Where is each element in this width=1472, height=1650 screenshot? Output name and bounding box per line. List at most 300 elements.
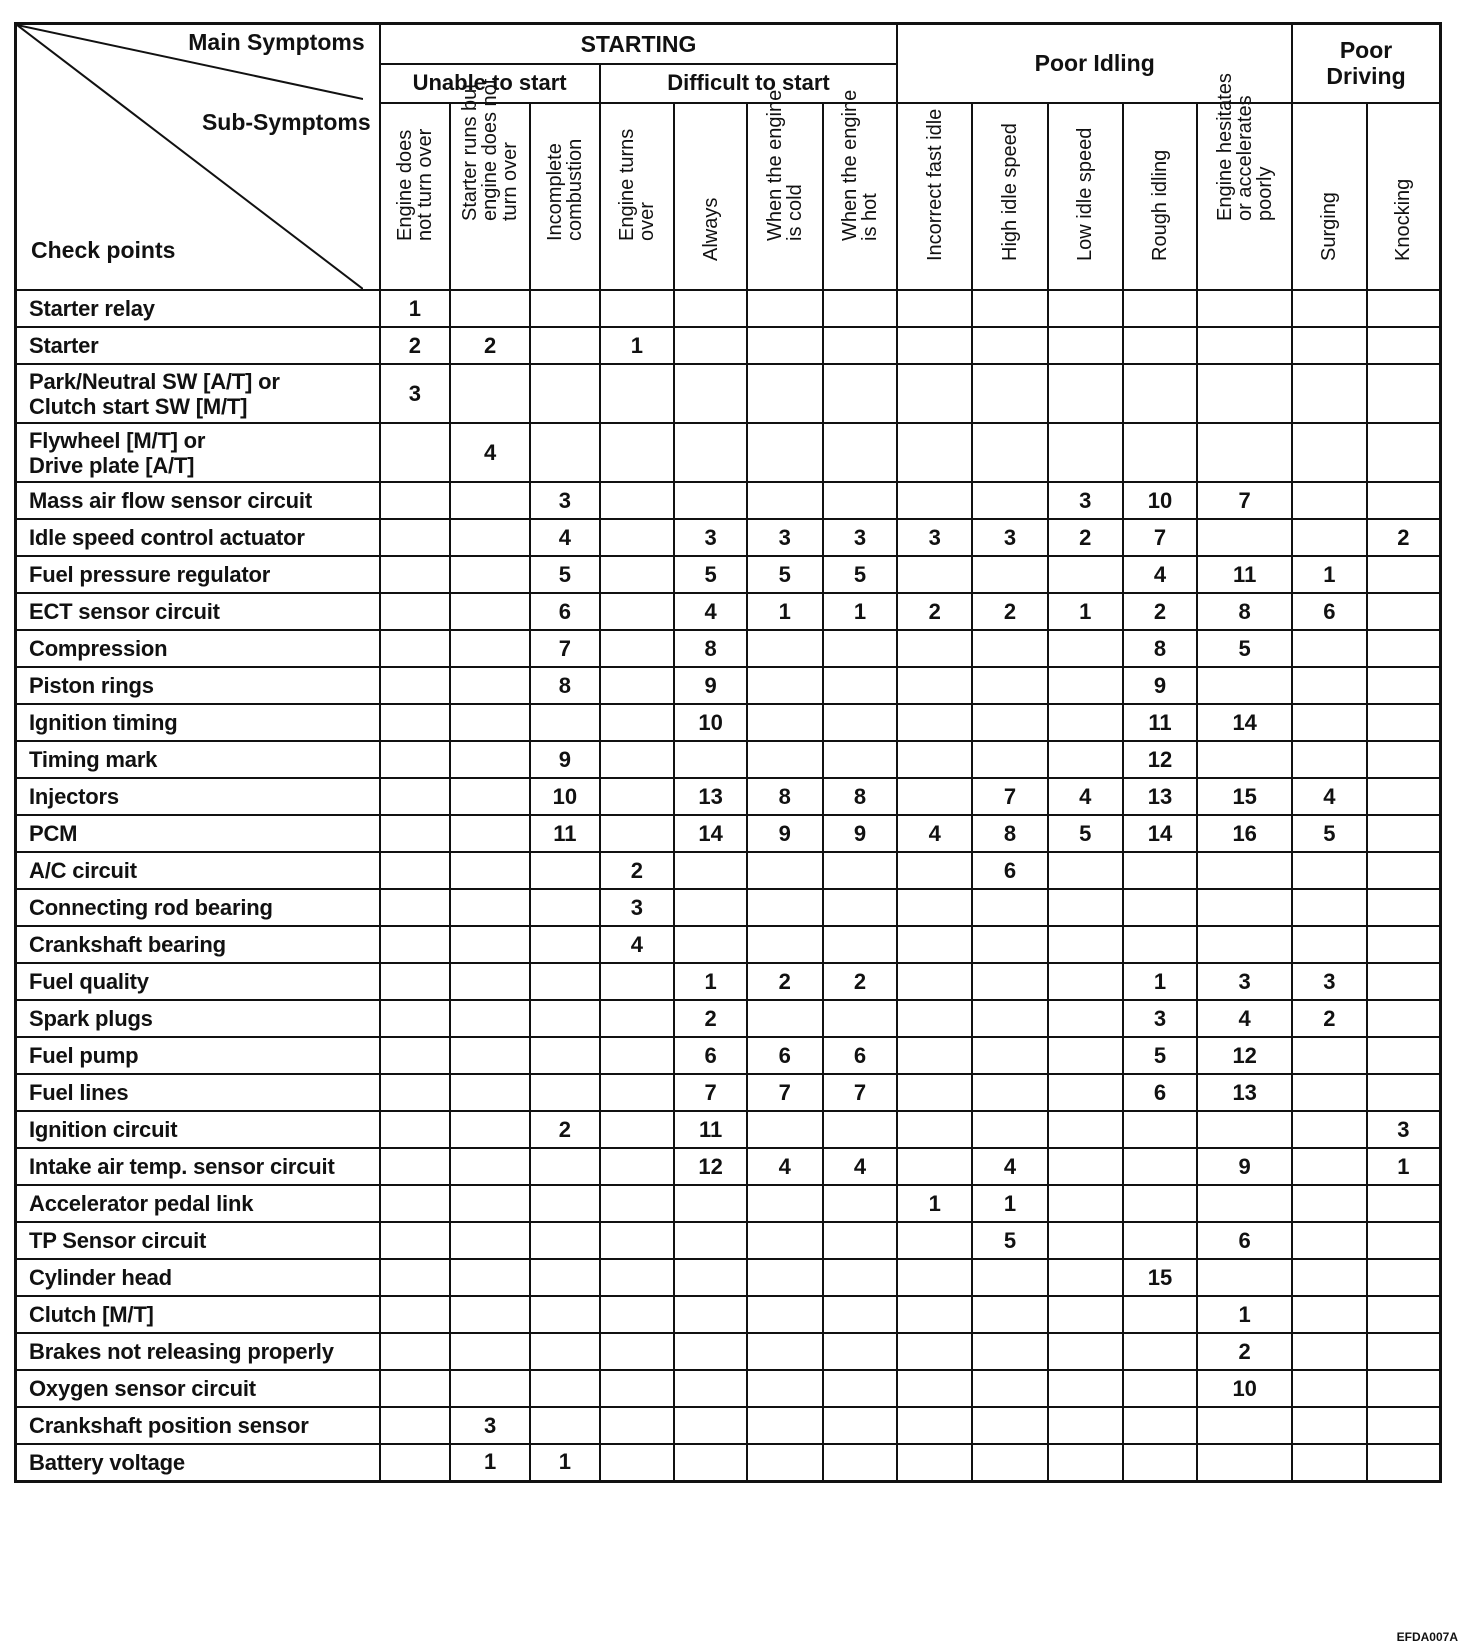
table-row (16, 963, 1441, 1000)
check-point-label: Clutch [M/T] (16, 1296, 380, 1333)
table-cell (600, 704, 675, 741)
table-cell (450, 1148, 530, 1185)
table-cell: 8 (674, 630, 747, 667)
table-cell (747, 630, 823, 667)
table-cell (530, 1333, 599, 1370)
column-header-text: Incorrect fast idle (923, 108, 946, 261)
table-cell (1367, 704, 1441, 741)
check-point-label: Starter (16, 327, 380, 364)
table-row (16, 1074, 1441, 1111)
table-cell: 11 (1197, 556, 1292, 593)
table-cell: 2 (823, 963, 898, 1000)
table-cell (972, 1037, 1048, 1074)
table-cell (450, 815, 530, 852)
column-header-text: When the engine is hot (839, 89, 882, 241)
table-cell: 11 (1123, 704, 1198, 741)
table-cell (747, 290, 823, 327)
check-point-label: Fuel pump (16, 1037, 380, 1074)
table-cell (972, 1074, 1048, 1111)
table-cell: 2 (1048, 519, 1123, 556)
table-cell (1367, 482, 1441, 519)
table-cell (1197, 364, 1292, 423)
table-cell (674, 290, 747, 327)
table-cell: 2 (674, 1000, 747, 1037)
table-cell: 15 (1197, 778, 1292, 815)
table-cell (1197, 667, 1292, 704)
table-cell (380, 630, 451, 667)
table-cell (897, 327, 972, 364)
table-cell (823, 1370, 898, 1407)
table-cell (380, 667, 451, 704)
column-header-text: When the engine is cold (763, 89, 806, 241)
column-header-text: Knocking (1392, 178, 1415, 261)
table-cell (1123, 1185, 1198, 1222)
check-point-label: Piston rings (16, 667, 380, 704)
table-cell (823, 1185, 898, 1222)
table-cell (1292, 1037, 1367, 1074)
table-cell (972, 1444, 1048, 1481)
table-cell: 15 (1123, 1259, 1198, 1296)
table-cell (1367, 1222, 1441, 1259)
table-cell (530, 1259, 599, 1296)
table-cell (674, 741, 747, 778)
table-cell: 9 (1123, 667, 1198, 704)
check-point-label: Connecting rod bearing (16, 889, 380, 926)
table-cell (897, 364, 972, 423)
column-header (530, 103, 599, 290)
table-cell (823, 1222, 898, 1259)
table-cell (1367, 1074, 1441, 1111)
table-cell (530, 1407, 599, 1444)
table-cell (1123, 1333, 1198, 1370)
table-cell: 7 (674, 1074, 747, 1111)
table-cell (380, 1111, 451, 1148)
table-cell (897, 963, 972, 1000)
table-cell (530, 423, 599, 482)
table-cell (1367, 593, 1441, 630)
main-symptoms-label: Main Symptoms (188, 29, 365, 55)
check-point-label: Fuel pressure regulator (16, 556, 380, 593)
table-cell (1367, 741, 1441, 778)
column-header (450, 78, 530, 290)
table-cell (1367, 926, 1441, 963)
check-point-label: Brakes not releasing properly (16, 1333, 380, 1370)
table-cell (380, 963, 451, 1000)
table-cell: 8 (530, 667, 599, 704)
table-cell: 10 (1197, 1370, 1292, 1407)
column-header (1123, 103, 1198, 290)
column-header (380, 103, 451, 290)
table-cell (600, 741, 675, 778)
table-cell (972, 704, 1048, 741)
table-cell (600, 1000, 675, 1037)
table-cell (897, 1407, 972, 1444)
table-cell (600, 1111, 675, 1148)
table-cell (1367, 1407, 1441, 1444)
table-cell (1367, 364, 1441, 423)
table-cell (1123, 1407, 1198, 1444)
table-cell (674, 1259, 747, 1296)
table-cell (897, 630, 972, 667)
table-cell (897, 1296, 972, 1333)
table-cell (1048, 1444, 1123, 1481)
table-cell (1367, 778, 1441, 815)
table-cell: 7 (972, 778, 1048, 815)
table-cell (972, 1259, 1048, 1296)
table-cell (450, 1370, 530, 1407)
table-cell (450, 1333, 530, 1370)
table-cell (1197, 423, 1292, 482)
table-cell (1197, 290, 1292, 327)
table-cell (897, 556, 972, 593)
table-row (16, 1296, 1441, 1333)
table-cell (897, 926, 972, 963)
column-header-text: Surging (1318, 192, 1341, 261)
table-cell (747, 889, 823, 926)
table-cell: 3 (674, 519, 747, 556)
table-cell: 4 (1197, 1000, 1292, 1037)
table-cell (600, 290, 675, 327)
table-cell: 8 (1197, 593, 1292, 630)
table-cell (897, 1000, 972, 1037)
table-cell (1197, 1259, 1292, 1296)
table-cell: 6 (530, 593, 599, 630)
table-cell: 3 (823, 519, 898, 556)
table-row (16, 1333, 1441, 1370)
table-cell (972, 926, 1048, 963)
table-cell (747, 704, 823, 741)
check-point-label: Ignition timing (16, 704, 380, 741)
table-cell (530, 1074, 599, 1111)
table-cell (823, 667, 898, 704)
table-cell: 1 (1123, 963, 1198, 1000)
table-cell (450, 778, 530, 815)
table-cell (1292, 1296, 1367, 1333)
table-cell (530, 889, 599, 926)
table-cell: 1 (897, 1185, 972, 1222)
table-cell (1292, 327, 1367, 364)
table-cell (450, 556, 530, 593)
table-cell (972, 1370, 1048, 1407)
table-cell (747, 667, 823, 704)
table-cell (747, 1259, 823, 1296)
table-cell (823, 852, 898, 889)
column-header (1048, 103, 1123, 290)
table-cell (600, 667, 675, 704)
table-cell (530, 1296, 599, 1333)
table-cell: 1 (530, 1444, 599, 1481)
table-cell: 3 (1048, 482, 1123, 519)
table-cell (600, 556, 675, 593)
check-point-label: Idle speed control actuator (16, 519, 380, 556)
table-cell (897, 852, 972, 889)
table-cell (1197, 889, 1292, 926)
table-cell (897, 423, 972, 482)
table-cell: 14 (674, 815, 747, 852)
check-point-label: Compression (16, 630, 380, 667)
table-row (16, 741, 1441, 778)
table-cell (972, 963, 1048, 1000)
table-cell: 7 (823, 1074, 898, 1111)
table-cell (1367, 556, 1441, 593)
table-cell (747, 327, 823, 364)
table-cell (1367, 1000, 1441, 1037)
group-header: STARTING (380, 24, 898, 65)
table-cell (380, 1296, 451, 1333)
table-cell (674, 327, 747, 364)
table-cell (747, 1296, 823, 1333)
figure-code: EFDA007A (1396, 1630, 1458, 1644)
table-cell: 6 (1197, 1222, 1292, 1259)
table-cell: 14 (1197, 704, 1292, 741)
table-cell: 13 (1123, 778, 1198, 815)
table-cell: 4 (1123, 556, 1198, 593)
table-cell (897, 1444, 972, 1481)
table-cell (600, 519, 675, 556)
table-cell (1048, 1000, 1123, 1037)
table-cell: 13 (674, 778, 747, 815)
table-cell (897, 741, 972, 778)
table-cell (747, 1111, 823, 1148)
table-cell (1123, 889, 1198, 926)
table-cell: 4 (450, 423, 530, 482)
table-cell (1048, 1296, 1123, 1333)
table-cell (380, 889, 451, 926)
table-cell (1367, 1444, 1441, 1481)
table-cell: 1 (823, 593, 898, 630)
table-cell (450, 482, 530, 519)
table-cell (380, 1148, 451, 1185)
table-cell (1197, 519, 1292, 556)
table-cell (972, 630, 1048, 667)
check-point-label: Intake air temp. sensor circuit (16, 1148, 380, 1185)
table-cell (380, 1000, 451, 1037)
table-cell (450, 1222, 530, 1259)
table-cell: 6 (972, 852, 1048, 889)
table-cell (1048, 1185, 1123, 1222)
table-cell (1048, 889, 1123, 926)
table-cell: 2 (1197, 1333, 1292, 1370)
table-cell (530, 327, 599, 364)
table-cell (1292, 667, 1367, 704)
table-cell: 5 (530, 556, 599, 593)
table-cell: 3 (1197, 963, 1292, 1000)
table-cell (1197, 327, 1292, 364)
table-cell (1048, 423, 1123, 482)
table-cell (530, 364, 599, 423)
table-cell (972, 1407, 1048, 1444)
table-cell (1123, 1444, 1198, 1481)
table-cell: 3 (600, 889, 675, 926)
table-cell (1048, 1148, 1123, 1185)
table-cell (380, 1185, 451, 1222)
table-cell (897, 1074, 972, 1111)
table-cell (972, 556, 1048, 593)
column-header-text: Rough idling (1148, 149, 1171, 261)
table-cell (450, 364, 530, 423)
table-cell (450, 963, 530, 1000)
subgroup-header: Difficult to start (600, 64, 898, 102)
table-cell: 10 (530, 778, 599, 815)
check-point-label: Timing mark (16, 741, 380, 778)
table-cell (1123, 926, 1198, 963)
table-cell: 4 (897, 815, 972, 852)
table-row (16, 1111, 1441, 1148)
table-cell (674, 1444, 747, 1481)
table-cell (747, 364, 823, 423)
table-cell (530, 1037, 599, 1074)
table-cell (1197, 926, 1292, 963)
check-point-label: Battery voltage (16, 1444, 380, 1481)
check-point-label: Crankshaft position sensor (16, 1407, 380, 1444)
table-cell (1123, 1370, 1198, 1407)
table-cell (600, 1296, 675, 1333)
table-cell: 13 (1197, 1074, 1292, 1111)
table-cell (1048, 630, 1123, 667)
column-header (1292, 103, 1367, 290)
table-row (16, 852, 1441, 889)
table-cell (1292, 364, 1367, 423)
table-cell (1292, 1222, 1367, 1259)
table-cell: 4 (1292, 778, 1367, 815)
table-row (16, 1259, 1441, 1296)
check-point-label: Oxygen sensor circuit (16, 1370, 380, 1407)
table-cell (972, 889, 1048, 926)
table-cell (1123, 327, 1198, 364)
table-cell (450, 290, 530, 327)
table-cell (380, 519, 451, 556)
table-cell (823, 327, 898, 364)
table-cell (600, 1222, 675, 1259)
table-cell: 6 (747, 1037, 823, 1074)
table-cell: 4 (600, 926, 675, 963)
table-cell (1292, 852, 1367, 889)
table-cell (674, 889, 747, 926)
table-cell (1048, 1222, 1123, 1259)
table-cell (823, 630, 898, 667)
table-cell (1367, 1037, 1441, 1074)
check-point-label: Starter relay (16, 290, 380, 327)
table-cell (450, 1185, 530, 1222)
table-row (16, 593, 1441, 630)
table-cell (530, 963, 599, 1000)
check-point-label: Flywheel [M/T] or Drive plate [A/T] (16, 423, 380, 482)
table-cell: 3 (380, 364, 451, 423)
table-cell (1367, 327, 1441, 364)
table-cell (1292, 741, 1367, 778)
table-cell (1123, 364, 1198, 423)
table-cell: 6 (1292, 593, 1367, 630)
table-cell (972, 482, 1048, 519)
table-cell (1048, 1111, 1123, 1148)
check-point-label: PCM (16, 815, 380, 852)
table-cell: 7 (747, 1074, 823, 1111)
table-cell (823, 1000, 898, 1037)
table-cell: 2 (1123, 593, 1198, 630)
table-cell: 5 (747, 556, 823, 593)
table-cell (1048, 1370, 1123, 1407)
table-row (16, 556, 1441, 593)
corner-diagonal (17, 25, 379, 289)
table-cell (530, 1148, 599, 1185)
table-cell: 8 (1123, 630, 1198, 667)
table-cell: 9 (747, 815, 823, 852)
table-cell (1292, 1407, 1367, 1444)
table-cell: 3 (897, 519, 972, 556)
check-point-label: A/C circuit (16, 852, 380, 889)
table-row (16, 519, 1441, 556)
table-cell (972, 1333, 1048, 1370)
table-cell (1292, 482, 1367, 519)
table-cell (747, 423, 823, 482)
table-cell (600, 778, 675, 815)
table-cell (600, 963, 675, 1000)
column-header-text: Engine hesitates or accelerates poorly (1213, 73, 1276, 221)
table-cell (450, 889, 530, 926)
table-cell (1048, 1333, 1123, 1370)
column-header-text: High idle speed (999, 123, 1021, 261)
table-cell (823, 1444, 898, 1481)
column-header (674, 103, 747, 290)
table-cell: 9 (530, 741, 599, 778)
table-cell (530, 1185, 599, 1222)
table-row (16, 423, 1441, 482)
column-header-text: Starter runs but engine does not turn over (459, 78, 522, 221)
table-cell (747, 1370, 823, 1407)
table-cell (380, 1407, 451, 1444)
table-cell (674, 1370, 747, 1407)
table-cell (1048, 364, 1123, 423)
table-cell: 3 (1123, 1000, 1198, 1037)
table-cell: 4 (823, 1148, 898, 1185)
table-cell (380, 1222, 451, 1259)
header-row-main (16, 24, 1441, 65)
column-header-text: Low idle speed (1074, 127, 1097, 261)
table-cell: 6 (823, 1037, 898, 1074)
column-header (747, 89, 823, 290)
table-cell (823, 364, 898, 423)
table-cell (1197, 1185, 1292, 1222)
table-cell (1367, 1296, 1441, 1333)
table-cell (674, 1333, 747, 1370)
table-cell (747, 1185, 823, 1222)
table-cell (380, 482, 451, 519)
table-cell (1048, 926, 1123, 963)
check-point-label: Accelerator pedal link (16, 1185, 380, 1222)
table-cell (600, 593, 675, 630)
table-cell: 1 (380, 290, 451, 327)
table-cell: 3 (450, 1407, 530, 1444)
table-cell: 8 (747, 778, 823, 815)
table-cell: 5 (1048, 815, 1123, 852)
table-cell (823, 482, 898, 519)
table-cell: 7 (1197, 482, 1292, 519)
table-row (16, 778, 1441, 815)
table-cell (1197, 1111, 1292, 1148)
table-cell (1048, 667, 1123, 704)
table-cell (1367, 815, 1441, 852)
table-cell (1123, 852, 1198, 889)
table-row (16, 482, 1441, 519)
table-cell (600, 1444, 675, 1481)
table-cell (897, 1333, 972, 1370)
table-cell (1123, 423, 1198, 482)
table-cell (823, 423, 898, 482)
table-cell (823, 926, 898, 963)
column-header (897, 103, 972, 290)
table-cell (747, 1222, 823, 1259)
table-cell (674, 423, 747, 482)
